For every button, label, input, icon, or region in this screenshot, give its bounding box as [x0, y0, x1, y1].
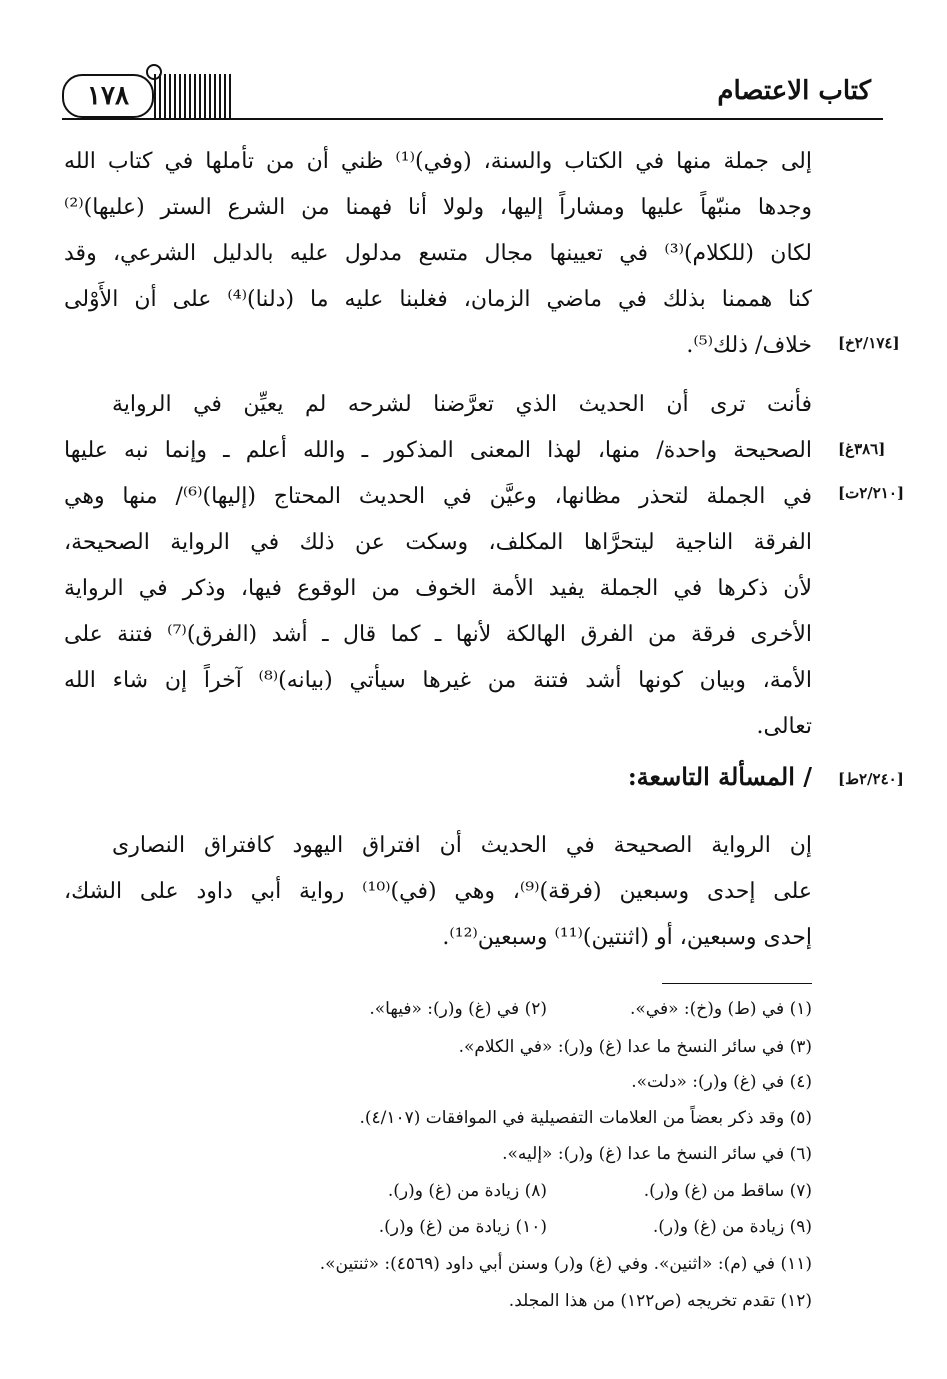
text-line: الصحيحة واحدة/ منها، لهذا المعنى المذكور ـ والله أعلم ـ وإنما نبه عليها: [64, 438, 812, 463]
footnote: (١٢) تقدم تخريجه (ص١٢٢) من هذا المجلد.: [508, 1291, 812, 1311]
text-line: إلى جملة منها في الكتاب والسنة، (وفي)⁽¹⁾ ظني أن من تأملها في كتاب الله: [64, 149, 813, 174]
footnote: (٨) زيادة من (غ) و(ر).: [387, 1181, 547, 1201]
section-heading: / المسألة التاسعة:: [627, 762, 812, 791]
text-line: الفرقة الناجية ليتحرَّاها المكلف، وسكت عن ذلك في الرواية الصحيحة،: [64, 530, 812, 555]
text-line: في الجملة لتحذر مظانها، وعيَّن في الحديث المحتاج (إليها)⁽⁶⁾/ منها وهي: [64, 484, 812, 509]
footnote: (٣) في سائر النسخ ما عدا (غ) و(ر): «في الكلام».: [458, 1037, 812, 1057]
footnote: (٦) في سائر النسخ ما عدا (غ) و(ر): «إليه».: [502, 1144, 812, 1164]
text-line: خلاف/ ذلك⁽⁵⁾.: [686, 333, 812, 358]
text-line: إن الرواية الصحيحة في الحديث أن افتراق اليهود كافتراق النصارى: [112, 833, 812, 858]
footnote: (٤) في (غ) و(ر): «دلت».: [631, 1072, 812, 1092]
margin-reference: [٢/٢٤٠ط]: [838, 770, 904, 788]
text-line: الأمة، وبيان كونها أشد فتنة من غيرها سيأتي (بيانه)⁽⁸⁾ آخراً إن شاء الله: [64, 668, 812, 693]
header-rule: [62, 118, 883, 120]
text-line: وجدها منبّهاً عليها ومشاراً إليها، ولولا أنا فهمنا من الشرع الستر (عليها)⁽²⁾: [64, 195, 812, 220]
ornament-bars-icon: [154, 74, 232, 118]
text-line: لكان (للكلام)⁽³⁾ في تعيينها مجال متسع مدلول عليه بالدليل الشرعي، وقد: [64, 241, 812, 266]
footnote: (٧) ساقط من (غ) و(ر).: [643, 1181, 812, 1201]
text-line: على إحدى وسبعين (فرقة)⁽⁹⁾، وهي (في)⁽¹⁰⁾ رواية أبي داود على الشك،: [64, 879, 812, 904]
margin-reference: [٢/٢١٠ت]: [838, 484, 905, 502]
footnote: (١٠) زيادة من (غ) و(ر).: [378, 1217, 547, 1237]
page-number: ١٧٨: [62, 74, 154, 118]
book-title: كتاب الاعتصام: [717, 76, 871, 106]
footnote: (١) في (ط) و(خ): «في».: [630, 999, 812, 1019]
text-line: إحدى وسبعين، أو (اثنتين)⁽¹¹⁾ وسبعين⁽¹²⁾.: [442, 925, 812, 950]
footnote: (٢) في (غ) و(ر): «فيها».: [369, 999, 547, 1019]
footnote: (١١) في (م): «اثنين». وفي (غ) و(ر) وسنن أبي داود (٤٥٦٩): «ثنتين».: [319, 1254, 812, 1274]
text-line: لأن ذكرها في الجملة يفيد الأمة الخوف من الوقوع فيها، وذكر في الرواية: [64, 576, 812, 601]
footnote: (٩) زيادة من (غ) و(ر).: [652, 1217, 812, 1237]
footnote: (٥) وقد ذكر بعضاً من العلامات التفصيلية في الموافقات (٤/١٠٧).: [359, 1108, 812, 1128]
margin-reference: [٢/١٧٤خ]: [838, 334, 900, 352]
footnote-separator: [662, 983, 812, 984]
text-line: فأنت ترى أن الحديث الذي تعرَّضنا لشرحه لم يعيِّن في الرواية: [112, 392, 812, 417]
text-line: الأخرى فرقة من الفرق الهالكة لأنها ـ كما قال ـ أشد (الفرق)⁽⁷⁾ فتنة على: [64, 622, 812, 647]
margin-reference: [٣٨٦غ]: [838, 440, 886, 458]
page-header: [62, 70, 883, 120]
text-line: كنا هممنا بذلك في ماضي الزمان، فغلبنا عليه ما (دلنا)⁽⁴⁾ على أن الأَوْلى: [64, 287, 812, 312]
text-line: تعالى.: [756, 714, 812, 739]
